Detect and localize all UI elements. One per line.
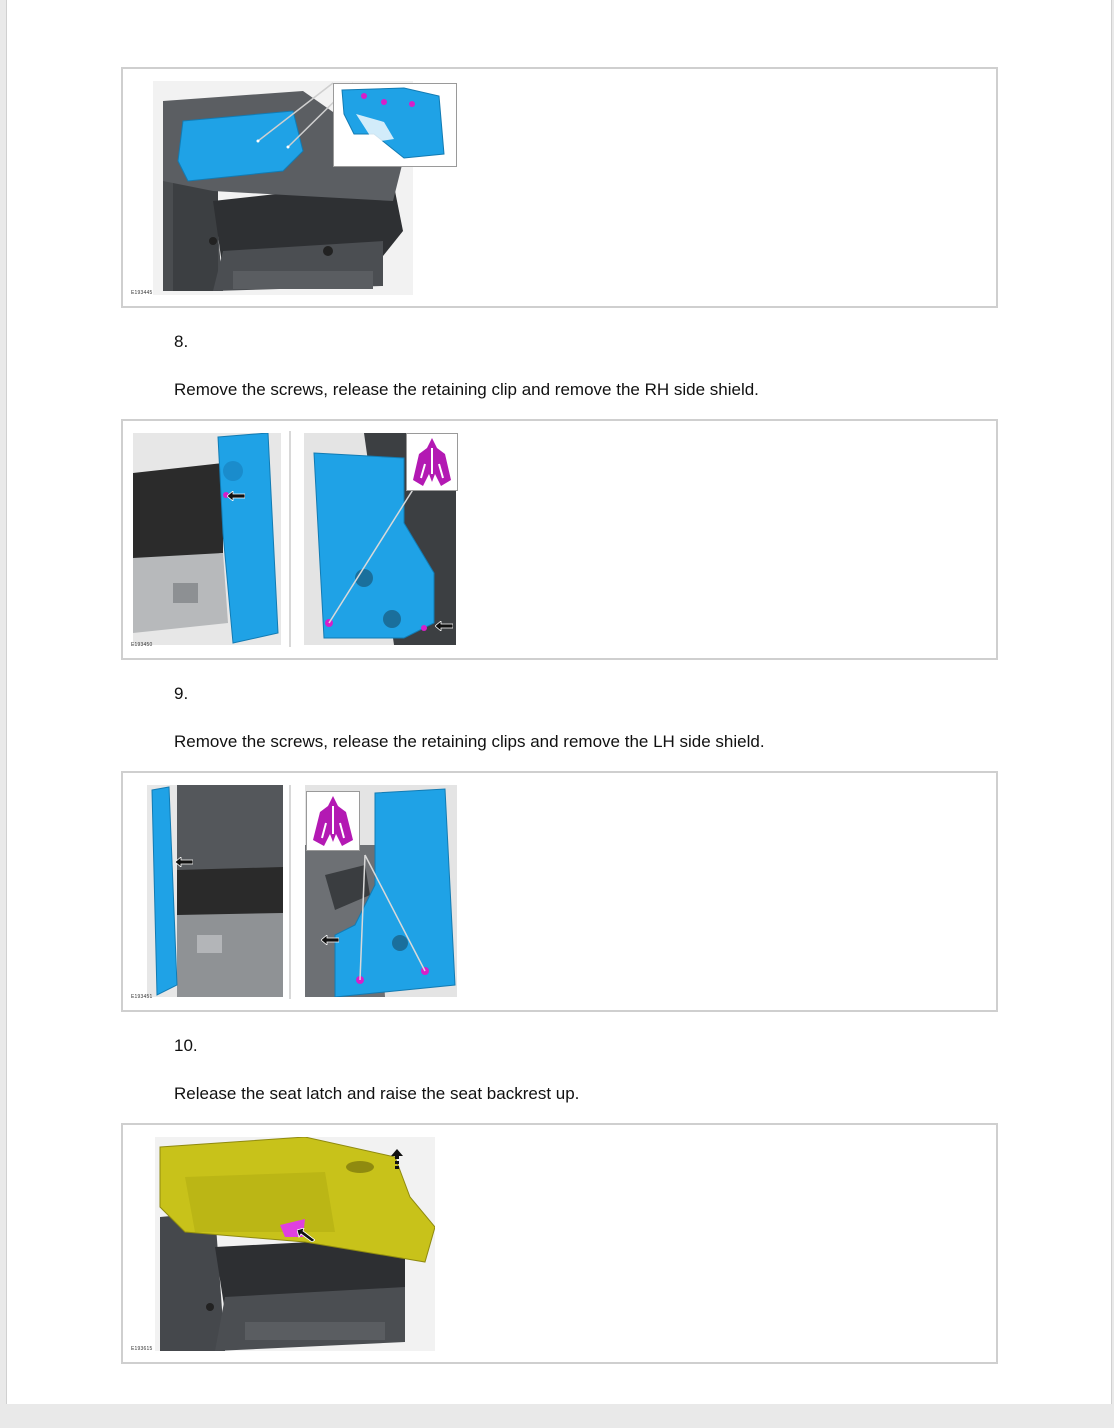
step-instruction: Remove the screws, release the retaining clips and remove the LH side shield. — [174, 732, 765, 751]
figure-divider — [289, 785, 291, 999]
step-instruction: Remove the screws, release the retaining clip and remove the RH side shield. — [174, 380, 759, 399]
armrest-cover-inset — [333, 83, 457, 167]
arrow-icon — [321, 935, 339, 945]
step-instruction: Release the seat latch and raise the seat backrest up. — [174, 1084, 580, 1103]
arrow-icon — [297, 1228, 315, 1242]
figure-code: E193450 — [131, 642, 153, 648]
figure-seat-backrest — [121, 1123, 998, 1364]
document-page — [6, 0, 1112, 1404]
figure-code: E193451 — [131, 994, 153, 1000]
figure-armrest-cover — [121, 67, 998, 308]
step-number: 10. — [174, 1036, 198, 1055]
figure-code: E193615 — [131, 1346, 153, 1352]
clip-inset — [406, 433, 458, 491]
clip-icon — [407, 434, 457, 490]
arrow-icon — [227, 491, 245, 501]
arrow-icon — [391, 1149, 403, 1173]
arrow-icon — [175, 857, 193, 867]
arrow-icon — [435, 621, 453, 631]
rh-shield-photo-left — [133, 433, 281, 645]
lh-shield-photo-left — [147, 785, 283, 997]
step-number: 8. — [174, 332, 189, 351]
figure-rh-side-shield — [121, 419, 998, 660]
figure-code: E193445 — [131, 290, 153, 296]
clip-inset — [306, 791, 360, 851]
figure-divider — [289, 431, 291, 647]
figure-lh-side-shield — [121, 771, 998, 1012]
step-number: 9. — [174, 684, 189, 703]
clip-icon — [307, 792, 359, 850]
